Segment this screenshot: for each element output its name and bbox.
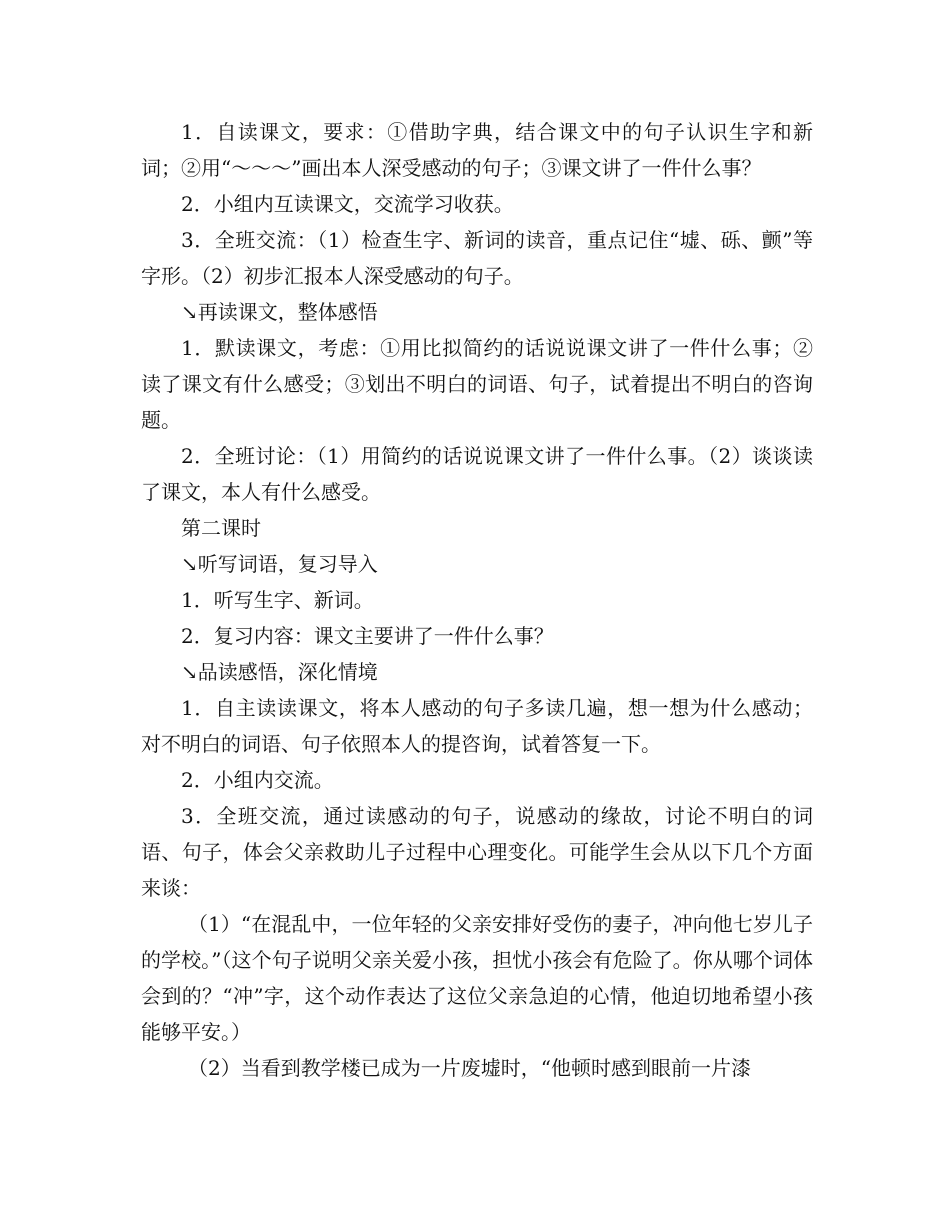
paragraph-group-exchange: 2．小组内交流。 — [181, 768, 334, 792]
paragraph-silent-reading: 1．默读课文，考虑：①用比拟简约的话说说课文讲了一件什么事；②读了课文有什么感受；③划出不明白的词语、句子，试着提出不明白的咨询题。 — [141, 336, 813, 432]
paragraph-review: 2．复习内容：课文主要讲了一件什么事？ — [181, 624, 554, 648]
paragraph-independent-reading: 1．自主读读课文，将本人感动的句子多读几遍，想一想为什么感动；对不明白的词语、句子依照本人的提咨询，试着答复一下。 — [141, 696, 813, 756]
paragraph-point-two: （2）当看到教学楼已成为一片废墟时，“他顿时感到眼前一片漆 — [188, 1056, 751, 1080]
section-heading-dictation: ↘听写词语，复习导入 — [181, 552, 378, 576]
paragraph-class-discussion: 2．全班讨论：（1）用简约的话说说课文讲了一件什么事。（2）谈谈读了课文，本人有什么感受。 — [141, 444, 813, 504]
section-heading-appreciation: ↘品读感悟，深化情境 — [181, 660, 378, 684]
lesson-heading-second: 第二课时 — [181, 516, 261, 540]
paragraph-class-exchange: 3．全班交流：（1）检查生字、新词的读音，重点记住“墟、砾、颤”等字形。（2）初步汇报本人深受感动的句子。 — [141, 228, 813, 288]
paragraph-self-reading: 1．自读课文，要求：①借助字典，结合课文中的句子认识生字和新词；②用“～～～”画出本人深受感动的句子；③课文讲了一件什么事？ — [141, 120, 813, 180]
document-body — [141, 114, 813, 1086]
paragraph-point-one: （1）“在混乱中，一位年轻的父亲安排好受伤的妻子，冲向他七岁儿子的学校。”（这个句子说明父亲关爱小孩，担忧小孩会有危险了。你从哪个词体会到的？“冲”字，这个动作表达了这位父亲急迫的心情，他迫切地希望小孩能够平安。） — [141, 912, 813, 1044]
paragraph-class-sharing: 3．全班交流，通过读感动的句子，说感动的缘故，讨论不明白的词语、句子，体会父亲救助儿子过程中心理变化。可能学生会从以下几个方面来谈： — [141, 804, 813, 900]
paragraph-dictation: 1．听写生字、新词。 — [181, 588, 374, 612]
section-heading-reread: ↘再读课文，整体感悟 — [181, 300, 378, 324]
paragraph-group-reading: 2．小组内互读课文，交流学习收获。 — [181, 192, 514, 216]
